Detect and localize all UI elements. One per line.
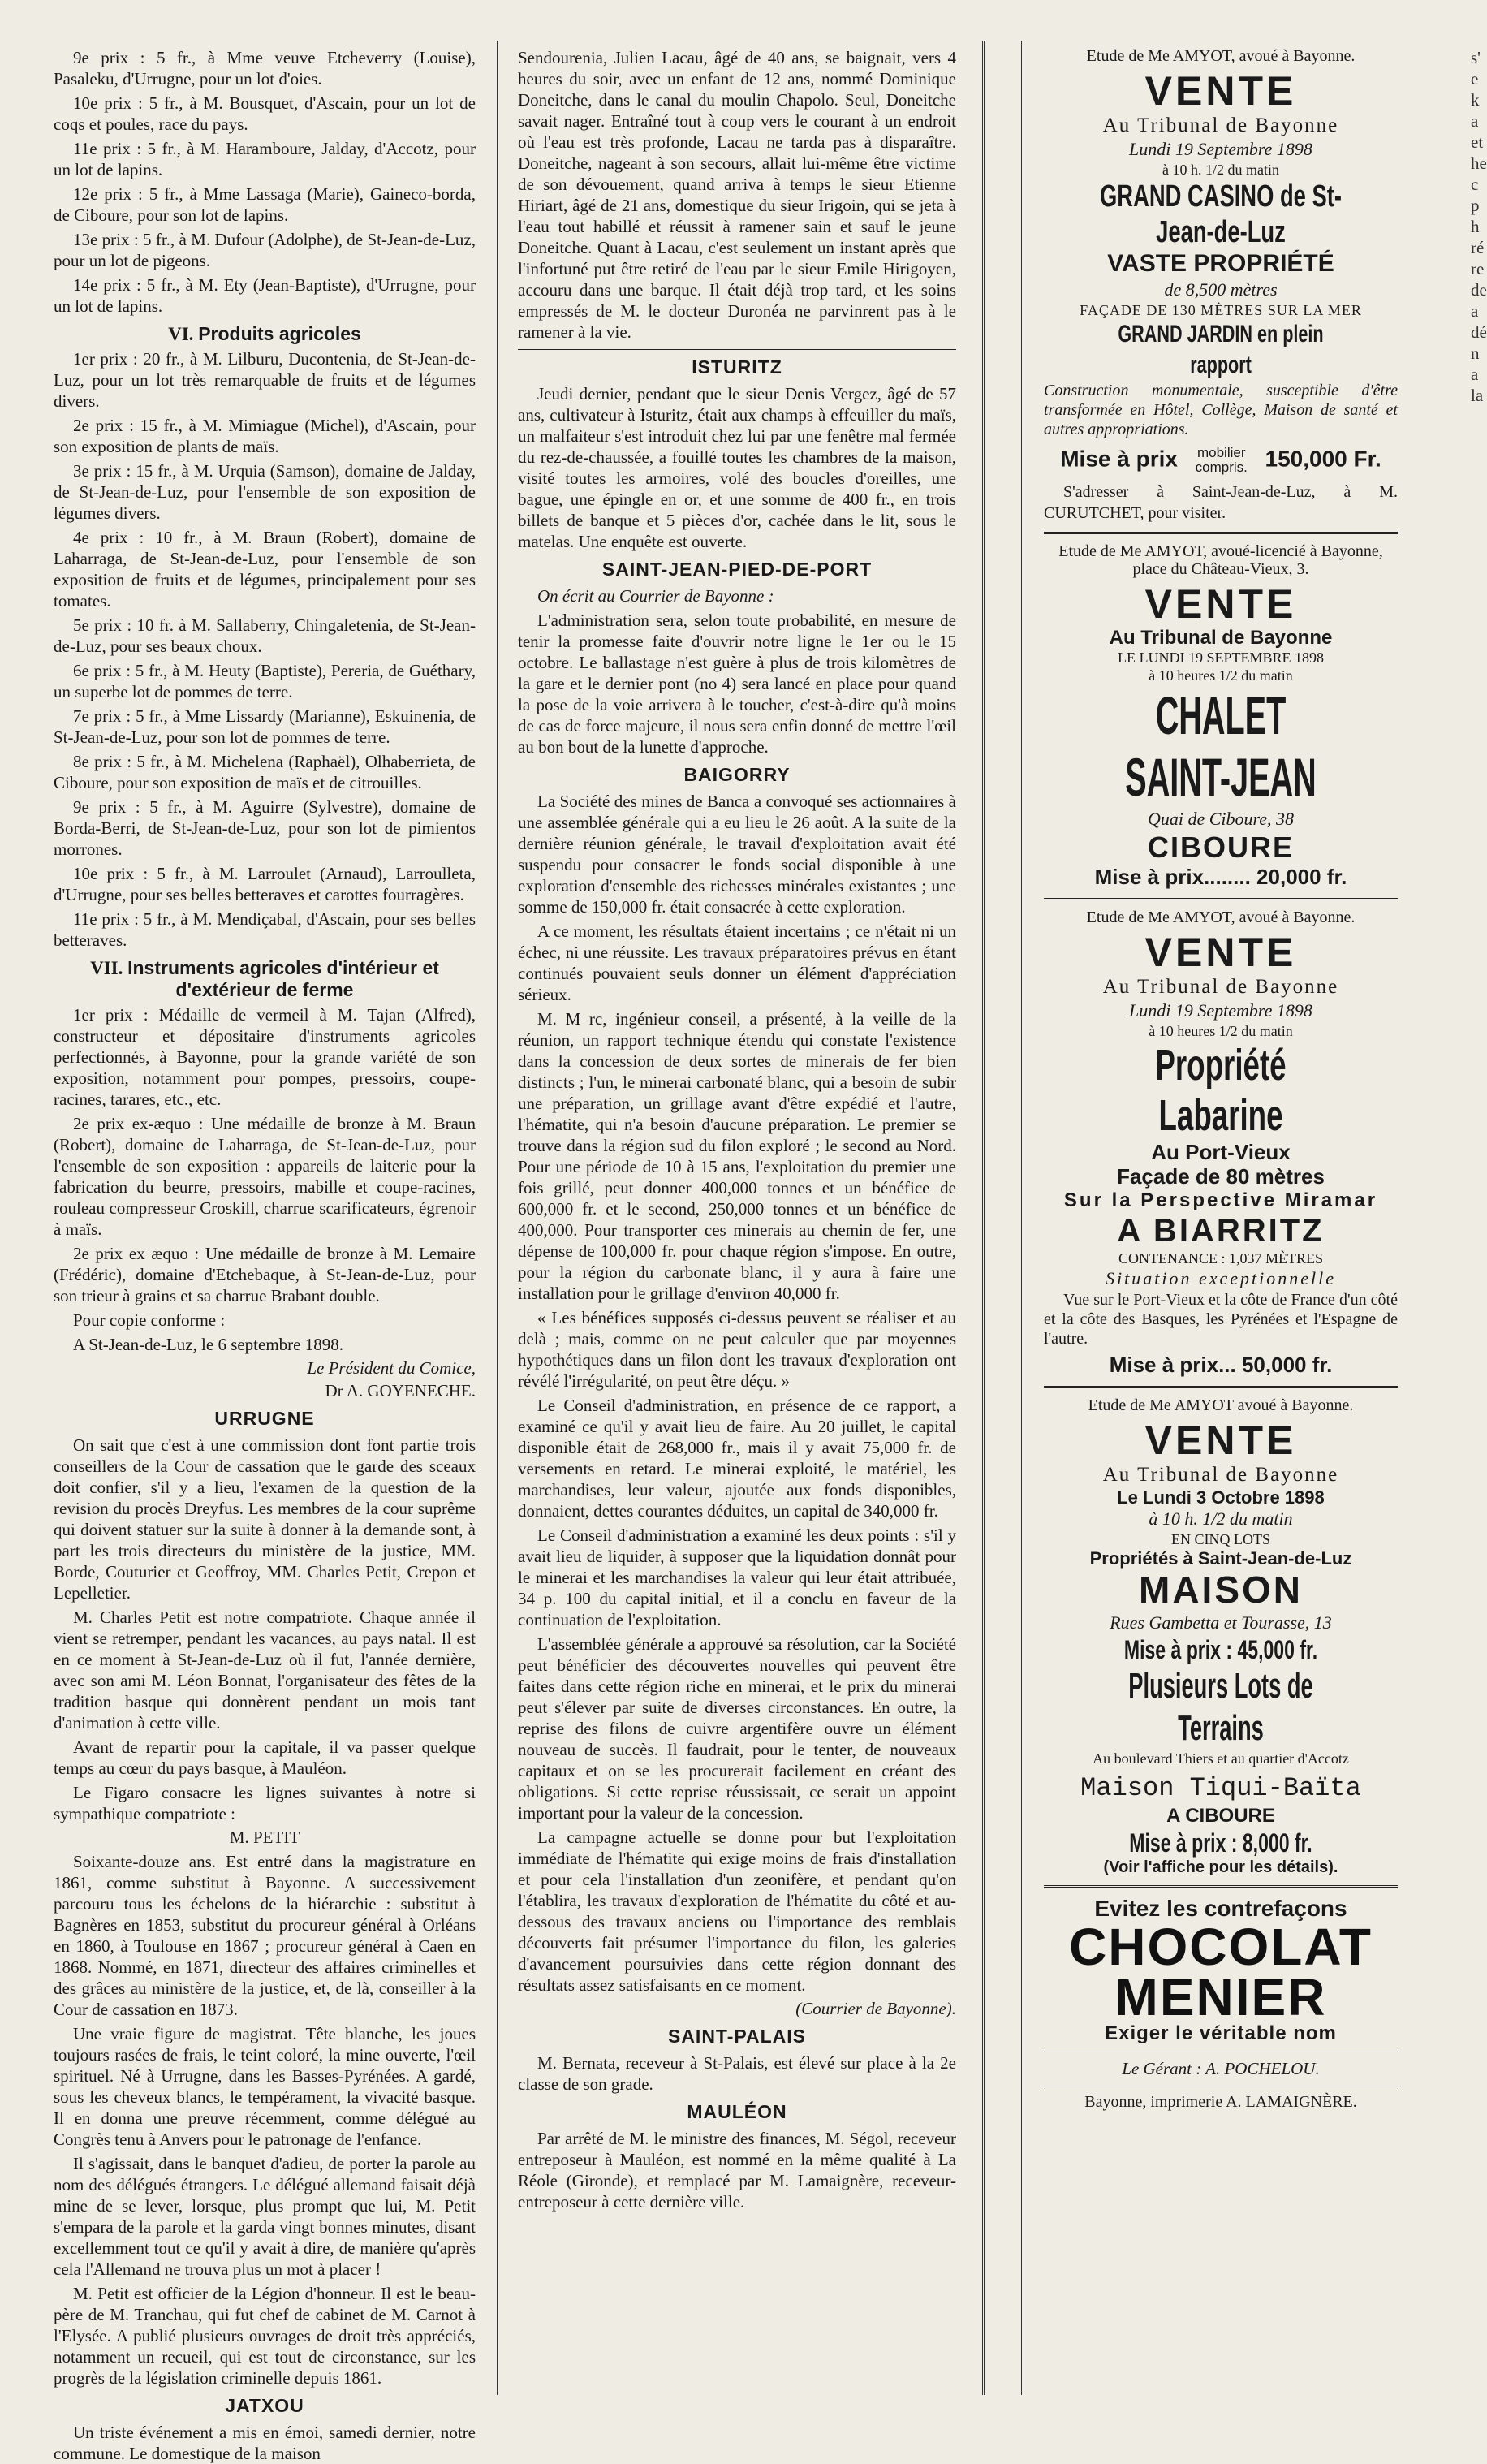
- ad-time: à 10 heures 1/2 du matin: [1149, 1023, 1293, 1040]
- article-body: Jeudi dernier, pendant que le sieur Denis Vergez, âgé de 57 ans, cultivateur à Isturitz, était aux champs à effeuiller du maïs, un malfaiteur s'est introduit chez lui par une fenêtre mal fermée du rez-de-chaussée, a fouillé toutes les chambres de la maison, visité toutes les armoires, volé des boucles d'oreilles, une bague, une épingle en or, et une somme de 400 fr., en trois billets de banque et 5 pièces d'or, cachée dans le lit, sous le matelas. Une enquête est ouverte.: [518, 384, 956, 551]
- article-body: Par arrêté de M. le ministre des finances, M. Ségol, receveur entreposeur à Mauléon, est nommé en la même qualité à La Réole (Gironde), et remplacé par M. Lamaignère, receveur-entreposeur à cette dernière ville.: [518, 2129, 956, 2212]
- edge-fragments: [1471, 47, 1487, 406]
- paragraph: Il s'agissait, dans le banquet d'adieu, de porter la parole au nom des délégués étrangers. Le délégué allemand faisait déjà mine de se lever, lorsque, plus prompt que lui, M. Petit s'empara de la parole et la garda vingt bonnes minutes, disant excellemment tout ce qu'il y avait à dire, de manière qu'après cela l'Allemand ne trouva plus un mot à placer !: [54, 2154, 476, 2279]
- divider: [1044, 1885, 1398, 1888]
- paragraph: Une vraie figure de magistrat. Tête blanche, les joues toujours rasées de frais, le teint coloré, la mine ouverte, l'œil spirituel. Né à Urrugne, dans les Basses-Pyrénées. A gardé, sous les cheveux blancs, le tempérament, la vivacité basque. Il en donna une preuve récemment, comme délégué au Congrès tenu à Anvers pour le patronage de l'enfance.: [54, 2024, 476, 2149]
- paragraph: re: [1471, 259, 1485, 278]
- ad-facade: Façade de 80 mètres: [1117, 1164, 1325, 1189]
- divider: [518, 349, 956, 350]
- ad-maison-terrains: [1044, 1396, 1398, 1877]
- paragraph: Le Figaro consacre les lignes suivantes à notre si sympathique compatriote :: [54, 1783, 476, 1823]
- paragraph: Soixante-douze ans. Est entré dans la magistrature en 1861, comme substitut à Bayonne. A successivement parcouru tous les échelons de la hiérarchie : substitut à Bagnères en 1853, substitut du procureur général à Orléans en 1860, à Toulouse en 1867 ; procureur général à Caen en 1868. Nommé, en 1871, directeur des affaires criminelles et des grâces au ministère de la justice, et, de là, conseiller à la Cour de cassation en 1873.: [54, 1852, 476, 2019]
- article-lead: On écrit au Courrier de Bayonne :: [537, 586, 774, 606]
- paragraph: 4e prix : 10 fr., à M. Braun (Robert), domaine de Laharraga, de St-Jean-de-Luz, pour l'ensemble de son exposition de fruits et de légumes, principalement pour ses tomates.: [54, 528, 476, 611]
- ad-mise-a-prix: Mise à prix........ 20,000 fr.: [1094, 865, 1347, 890]
- divider: [1044, 532, 1398, 534]
- ad-date: Le Lundi 3 Octobre 1898: [1117, 1487, 1325, 1508]
- column-1: [54, 47, 476, 2463]
- article-heading: MAULÉON: [687, 2101, 787, 2122]
- article-body: M. Bernata, receveur à St-Palais, est élevé sur place à la 2e classe de son grade.: [518, 2053, 956, 2094]
- ad-quai: Quai de Ciboure, 38: [1147, 809, 1295, 830]
- paragraph: 10e prix : 5 fr., à M. Bousquet, d'Ascain, pour un lot de coqs et poules, race du pays.: [54, 93, 476, 134]
- ad-chocolat: CHOCOLAT: [1069, 1918, 1373, 1977]
- ad-ville: CIBOURE: [1147, 831, 1294, 865]
- divider: [1044, 1386, 1398, 1388]
- paragraph: 8e prix : 5 fr., à M. Michelena (Raphaël), Olhaberrieta, de Ciboure, pour son exposition de maïs et de citrouilles.: [54, 752, 476, 792]
- ad-mise-a-prix: Mise à prix... 50,000 fr.: [1109, 1352, 1333, 1377]
- ad-mise-a-prix: Mise à prix : 45,000 fr.: [1123, 1635, 1318, 1665]
- ad-propriete: Propriété Labarine: [1155, 1041, 1287, 1141]
- ad-tribunal: Au Tribunal de Bayonne: [1102, 1463, 1339, 1486]
- paragraph: 2e prix ex-æquo : Une médaille de bronze à M. Braun (Robert), domaine de Laharraga, de St-Jean-de-Luz, pour l'ensemble de son exposition : appareils de laiterie pour la fabrication du beurre, pressoirs, mabille et coupe-racines, rouleau compresseur Croskill, charrue scarificateurs, égrenoir à maïs.: [54, 1114, 476, 1239]
- ad-tribunal: Au Tribunal de Bayonne: [1109, 626, 1333, 649]
- section-heading: VII. Instruments agricoles d'intérieur et d'extérieur de ferme: [90, 957, 439, 1000]
- prize-list: [54, 47, 476, 317]
- article-source: (Courrier de Bayonne).: [795, 1999, 956, 2018]
- paragraph: 2e prix : 15 fr., à M. Mimiague (Michel), d'Ascain, pour son exposition de plants de maïs.: [54, 416, 476, 456]
- paragraph: 11e prix : 5 fr., à M. Mendiçabal, d'Ascain, pour ses belles betteraves.: [54, 909, 476, 950]
- paragraph: M. Charles Petit est notre compatriote. Chaque année il vient se retremper, pendant les vacances, au pays natal. Il est en ce moment à St-Jean-de-Luz où il fut, l'année dernière, avec son ami M. Léon Bonnat, l'organisateur des fêtes de la tradition basque qui donnèrent pendant un mois tant d'animation à cette ville.: [54, 1607, 476, 1733]
- ad-lieu: Au Port-Vieux: [1151, 1140, 1291, 1165]
- article-heading: JATXOU: [225, 2395, 304, 2416]
- ad-surface: de 8,500 mètres: [1164, 278, 1278, 300]
- article-heading: ISTURITZ: [692, 356, 782, 378]
- article-body: [54, 1435, 476, 1824]
- ad-vente: VENTE: [1144, 930, 1297, 976]
- ad-propriete-labarine: [1044, 908, 1398, 1377]
- ad-adresse: S'adresser à Saint-Jean-de-Luz, à M. CURUTCHET, pour visiter.: [1044, 482, 1398, 522]
- paragraph: p: [1471, 196, 1480, 215]
- ad-maison: MAISON: [1139, 1569, 1303, 1612]
- article-body: [518, 47, 956, 343]
- ad-vue: Vue sur le Port-Vieux et la côte de France d'un côté et la côte des Basques, les Pyrénées et l'Espagne de l'autre.: [1044, 1290, 1398, 1348]
- paragraph: M. M rc, ingénieur conseil, a présenté, à la veille de la réunion, un rapport technique étendu qui constate l'existence dans la concession de deux sortes de minerais de fer bien distincts ; l'un, le minerai carbonaté blanc, qui a besoin de subir une préparation, un grillage avant d'être expédié et l'autre, l'hématite, qui n'a besoin d'aucune préparation. Le premier se trouve dans la région sud du filon exploré ; le second au Nord. Pour une période de 10 à 15 ans, l'exploitation du premier une fois grillé, peut donner 400,000 tonnes et un bénéfice de 600,000 fr. et le second, 250,000 tonnes et un bénéfice de 400,000. Pour transporter ces minerais au chemin de fer, une dépense de 100,000 fr. pour chaque région s'impose. En outre, pour la région du carbonate blanc, il y aura à faire une installation pour le grillage d'environ 40,000 fr.: [518, 1009, 956, 1303]
- ad-construction: Construction monumentale, susceptible d'être transformée en Hôtel, Collège, Maison de santé et autres appropriations.: [1044, 381, 1398, 438]
- paragraph: 12e prix : 5 fr., à Mme Lassaga (Marie), Gaineco-borda, de Ciboure, pour son lot de lapins.: [54, 184, 476, 225]
- ad-tiqui-baita: Maison Tiqui-Baïta: [1080, 1773, 1361, 1804]
- ad-tribunal: Au Tribunal de Bayonne: [1102, 114, 1339, 136]
- ad-rues: Rues Gambetta et Tourasse, 13: [1110, 1612, 1332, 1633]
- ad-situation: Situation exceptionnelle: [1106, 1267, 1336, 1288]
- paragraph: 14e prix : 5 fr., à M. Ety (Jean-Baptiste), d'Urrugne, pour un lot de lapins.: [54, 275, 476, 316]
- ad-grand-casino: [1044, 47, 1398, 524]
- paragraph: A ce moment, les résultats étaient incertains ; ce n'était ni un échec, ni une réussite. Les travaux préparatoires prévus en étant continués pouvaient seuls donner un élément d'appréciation sérieux.: [518, 921, 956, 1004]
- ad-etude: Etude de Me AMYOT, avoué à Bayonne.: [1086, 47, 1356, 65]
- ad-tribunal: Au Tribunal de Bayonne: [1102, 976, 1339, 999]
- article-body: Un triste événement a mis en émoi, samedi dernier, notre commune. Le domestique de la maison: [54, 2423, 476, 2463]
- ad-contenance: CONTENANCE : 1,037 MÈTRES: [1118, 1249, 1323, 1267]
- column-3-ads: [1044, 47, 1398, 2401]
- paragraph: Le Conseil d'administration, en présence de ce rapport, a examiné ce qu'il y avait lieu de faire. Au 20 juillet, le capital disponible était de 268,000 fr., mais il y avait 75,000 fr. de versements en retard. Le minerai exploité, le matériel, les marchandises, leur valeur, ajoutée aux fonds disponibles, donnaient, dettes courantes déduites, un capital de 340,000 fr.: [518, 1396, 956, 1521]
- paragraph: dé: [1471, 322, 1487, 342]
- paragraph: Sendourenia, Julien Lacau, âgé de 40 ans, se baignait, vers 4 heures du soir, avec un enfant de 12 ans, nommé Dominique Doneitche, dans le canal du moulin Chapolo. Seul, Doneitche savait nager. Entraîné tout à coup vers le courant à un endroit où l'eau est très profonde, Lacau ne tarda pas à disparaître. Doneitche, nageant à son secours, allait lui-même être victime de son dévouement, quand arriva à temps le sieur Etienne Hiriart, âgé de 21 ans, domestique du sieur Irigoin, qui se jeta à l'eau tout habillé et réussit à ramener sain et sauf le jeune Doneitche. Quant à Lacau, c'est seulement un instant après que l'infortuné put être retiré de l'eau par le sieur Emile Hirigoyen, accouru dans une barque. Il était déjà trop tard, et les soins empressés de M. le docteur Duronéa ne parvinrent pas à le ramener à la vie.: [518, 48, 956, 342]
- ad-perspective: Sur la Perspective Miramar: [1063, 1189, 1378, 1212]
- ad-facade: FAÇADE DE 130 MÈTRES SUR LA MER: [1080, 301, 1362, 318]
- paragraph: 11e prix : 5 fr., à M. Haramboure, Jalday, d'Accotz, pour un lot de lapins.: [54, 139, 476, 179]
- paragraph: k: [1471, 90, 1480, 110]
- ad-time: à 10 h. 1/2 du matin: [1162, 162, 1279, 178]
- ad-mise-a-prix: Mise à prix mobilier compris. 150,000 Fr.: [1060, 444, 1381, 475]
- ad-vente: VENTE: [1144, 68, 1297, 114]
- paragraph: La Société des mines de Banca a convoqué ses actionnaires à une assemblée générale qui a eu lieu le 26 août. A la suite de la dernière réunion générale, le travail d'exploitation avait été suspendu pour consacrer le fonds social disponible à une exploration d'ensemble des richesses minérales existantes ; une somme de 150,000 fr. était consacrée à cette exploration.: [518, 792, 956, 917]
- ad-mise-a-prix: Mise à prix : 8,000 fr.: [1129, 1828, 1312, 1858]
- section-heading: VI. Produits agricoles: [168, 323, 361, 344]
- gerant-line: Le Gérant : A. POCHELOU.: [1122, 2058, 1320, 2078]
- ad-menier: MENIER: [1114, 1968, 1327, 2027]
- article-heading: URRUGNE: [214, 1408, 315, 1429]
- ad-terrains: Plusieurs Lots de Terrains: [1128, 1666, 1313, 1749]
- president-title: Le Président du Comice,: [307, 1358, 476, 1378]
- paragraph: la: [1471, 386, 1484, 405]
- paragraph: On sait que c'est à une commission dont font partie trois conseillers de la Cour de cassation que le garde des sceaux doit confier, s'il y a lieu, l'examen de la question de la revision du procès Dreyfus. Les membres de la cour suprême qui doivent statuer sur la suite à donner à la demande sont, à part les trois directeurs du ministère de la justice, MM. Borde, Couturier et Geoffroy, MM. Charles Petit, Crepon et Lepelletier.: [54, 1435, 476, 1603]
- article-body: L'administration sera, selon toute probabilité, en mesure de tenir la promesse faite d'ouvrir notre ligne le 1er ou le 15 octobre. Le ballastage n'est guère à plus de trois kilomètres de la gare et le dernier pont (no 4) sera lancé en place pour quand la pose de la voie arrivera à le toucher, c'est-à-dire qu'à moins de cas de force majeure, il nous sera enfin donné de mettre l'œil au bon bout de la lunette d'approche.: [518, 611, 956, 757]
- article-heading: BAIGORRY: [683, 764, 791, 785]
- paragraph: 1er prix : 20 fr., à M. Lilburu, Ducontenia, de St-Jean-de-Luz, pour un lot très remarquable de fruits et de légumes divers.: [54, 349, 476, 411]
- ad-vente: VENTE: [1144, 1417, 1297, 1463]
- paragraph: e: [1471, 69, 1479, 88]
- ad-chalet-saint-jean: [1044, 542, 1398, 891]
- column-rule: [982, 41, 985, 2395]
- column-2: [518, 47, 956, 2385]
- paragraph: 1er prix : Médaille de vermeil à M. Tajan (Alfred), constructeur et dépositaire d'instruments agricoles perfectionnés, à Bayonne, pour la grande variété de son exposition, notamment pour pompes, pressoirs, coupe-racines, tarares, etc., etc.: [54, 1005, 476, 1109]
- ad-affiche: (Voir l'affiche pour les détails).: [1103, 1858, 1338, 1876]
- paragraph: Avant de repartir pour la capitale, il va passer quelque temps au cœur du pays basque, à Mauléon.: [54, 1737, 476, 1778]
- paragraph: 3e prix : 15 fr., à M. Urquia (Samson), domaine de Jalday, de St-Jean-de-Luz, pour l'ensemble de son exposition de légumes divers.: [54, 461, 476, 523]
- paragraph: a: [1471, 365, 1479, 384]
- paragraph: L'assemblée générale a approuvé sa résolution, car la Société peut bénéficier des découvertes nouvelles qui peuvent être faites dans cette région riche en minerai, et le prix du minerai peut s'élever par suite de diverses circonstances. En outre, la reprise des filons de cuivre argentifère ouvre un élément nouveau de succès. Il faudrait, pour le tenter, de nouveaux capitaux et on se les procurerait facilement en créant des obligations. Si cette reprise réussissait, ce serait un appoint important pour la valeur de la concession.: [518, 1634, 956, 1823]
- paragraph: a: [1471, 301, 1479, 321]
- imprimerie-line: Bayonne, imprimerie A. LAMAIGNÈRE.: [1084, 2092, 1357, 2111]
- paragraph: 2e prix ex æquo : Une médaille de bronze à M. Lemaire (Frédéric), domaine d'Etchebaque, à St-Jean-de-Luz, pour son trieur à grains et sa charrue Brabant double.: [54, 1244, 476, 1305]
- divider: [1044, 898, 1398, 900]
- paragraph: a: [1471, 111, 1479, 131]
- ad-ciboure: A CIBOURE: [1166, 1805, 1275, 1828]
- ad-casino: GRAND CASINO de St-Jean-de-Luz: [1100, 179, 1342, 249]
- paragraph: « Les bénéfices supposés ci-dessus peuvent se réaliser et au delà ; mais, comme on ne peut calculer que par moyennes hypothétiques dans un filon dont les travaux d'exploration ont révélé l'irrégularité, on peut être déçu. »: [518, 1308, 956, 1391]
- subheading: M. PETIT: [229, 1828, 300, 1847]
- ad-time: à 10 h. 1/2 du matin: [1149, 1508, 1293, 1530]
- column-rule: [497, 41, 498, 2395]
- paragraph: ré: [1471, 238, 1485, 257]
- ad-lots: EN CINQ LOTS: [1171, 1531, 1270, 1548]
- paragraph: Le Conseil d'administration a examiné les deux points : s'il y avait lieu de liquider, à supposer que la liquidation donnât pour le minerai et les marchandises la valeur qui leur était attribuée, 34 p. 100 du capital initial, et il a conclu en faveur de la continuation de l'exploitation.: [518, 1525, 956, 1629]
- article-heading: SAINT-JEAN-PIED-DE-PORT: [601, 559, 873, 580]
- ad-propriete: VASTE PROPRIÉTÉ: [1107, 250, 1334, 277]
- paragraph: 7e prix : 5 fr., à Mme Lissardy (Marianne), Eskuinenia, de St-Jean-de-Luz, pour son lot de pommes de terre.: [54, 706, 476, 747]
- paragraph: La campagne actuelle se donne pour but l'exploitation immédiate de l'hématite qui exige moins de frais d'installation et pour cela l'installation d'un zeonifère, et pendant qu'on l'établira, les travaux d'exploration de l'hématite du côté et au-dessous des travaux anciens ou l'importance des remblais découverts fait présumer l'importance du filon, les galeries d'avancement poursuivies dans cette région donnant des résultats assez satisfaisants en ce moment.: [518, 1828, 956, 1995]
- ad-etude: Etude de Me AMYOT, avoué-licencié à Bayonne, place du Château-Vieux, 3.: [1058, 542, 1383, 578]
- article-heading: SAINT-PALAIS: [667, 2026, 807, 2047]
- ad-ville: A BIARRITZ: [1117, 1212, 1325, 1249]
- paragraph: 5e prix : 10 fr. à M. Sallaberry, Chingaletenia, de St-Jean-de-Luz, pour ses beaux choux.: [54, 615, 476, 656]
- ad-date: Lundi 19 Septembre 1898: [1129, 139, 1312, 159]
- copie-line: Pour copie conforme :: [73, 1310, 226, 1330]
- paragraph: h: [1471, 217, 1480, 236]
- ad-eviter: Evitez les contrefaçons: [1094, 1895, 1347, 1921]
- president-name: Dr A. GOYENECHE.: [325, 1381, 476, 1400]
- ad-etude: Etude de Me AMYOT avoué à Bayonne.: [1088, 1396, 1354, 1414]
- column-rule: [1021, 41, 1022, 2395]
- article-body: [518, 791, 956, 1996]
- ad-date: Lundi 19 Septembre 1898: [1129, 1000, 1312, 1021]
- article-body: [54, 1851, 476, 2388]
- ad-chocolat-menier: [1044, 1896, 1398, 2045]
- ad-date: LE LUNDI 19 SEPTEMBRE 1898: [1118, 649, 1324, 667]
- ad-proprietes: Propriétés à Saint-Jean-de-Luz: [1089, 1548, 1352, 1569]
- paragraph: 10e prix : 5 fr., à M. Larroulet (Arnaud), Larroulleta, d'Urrugne, pour ses belles betteraves et carottes fourragères.: [54, 864, 476, 904]
- prize-list: [54, 348, 476, 951]
- ad-boulevard: Au boulevard Thiers et au quartier d'Accotz: [1093, 1750, 1349, 1767]
- ad-jardin: GRAND JARDIN en plein rapport: [1118, 320, 1324, 378]
- paragraph: de: [1471, 280, 1487, 300]
- copie-date: A St-Jean-de-Luz, le 6 septembre 1898.: [73, 1335, 343, 1354]
- ad-exiger: Exiger le véritable nom: [1105, 2022, 1337, 2045]
- paragraph: 6e prix : 5 fr., à M. Heuty (Baptiste), Pereria, de Guéthary, un superbe lot de pommes de terre.: [54, 661, 476, 701]
- paragraph: n: [1471, 343, 1480, 363]
- ad-etude: Etude de Me AMYOT, avoué à Bayonne.: [1086, 908, 1356, 927]
- paragraph: et: [1471, 132, 1484, 152]
- prize-list: [54, 1004, 476, 1306]
- adjacent-page-edge: [1471, 47, 1487, 2401]
- ad-chalet: CHALET SAINT-JEAN: [1125, 685, 1317, 808]
- paragraph: 13e prix : 5 fr., à M. Dufour (Adolphe), de St-Jean-de-Luz, pour un lot de pigeons.: [54, 230, 476, 270]
- paragraph: s': [1471, 48, 1481, 67]
- paragraph: 9e prix : 5 fr., à Mme veuve Etcheverry (Louise), Pasaleku, d'Urrugne, pour un lot d'oies.: [54, 48, 476, 88]
- paragraph: c: [1471, 175, 1479, 194]
- paragraph: M. Petit est officier de la Légion d'honneur. Il est le beau-père de M. Tranchau, qui fut chef de cabinet de M. Carnot à l'Elysée. A publié plusieurs ouvrages de droit très appréciés, notamment un recueil, qui est tout de circonstance, sur les progrès de la législation criminelle depuis 1861.: [54, 2284, 476, 2388]
- paragraph: 9e prix : 5 fr., à M. Aguirre (Sylvestre), domaine de Borda-Berri, de St-Jean-de-Luz, pour son lot de pimientos morrones.: [54, 797, 476, 859]
- ad-vente: VENTE: [1144, 580, 1297, 627]
- ad-time: à 10 heures 1/2 du matin: [1149, 667, 1293, 684]
- paragraph: he: [1471, 153, 1487, 173]
